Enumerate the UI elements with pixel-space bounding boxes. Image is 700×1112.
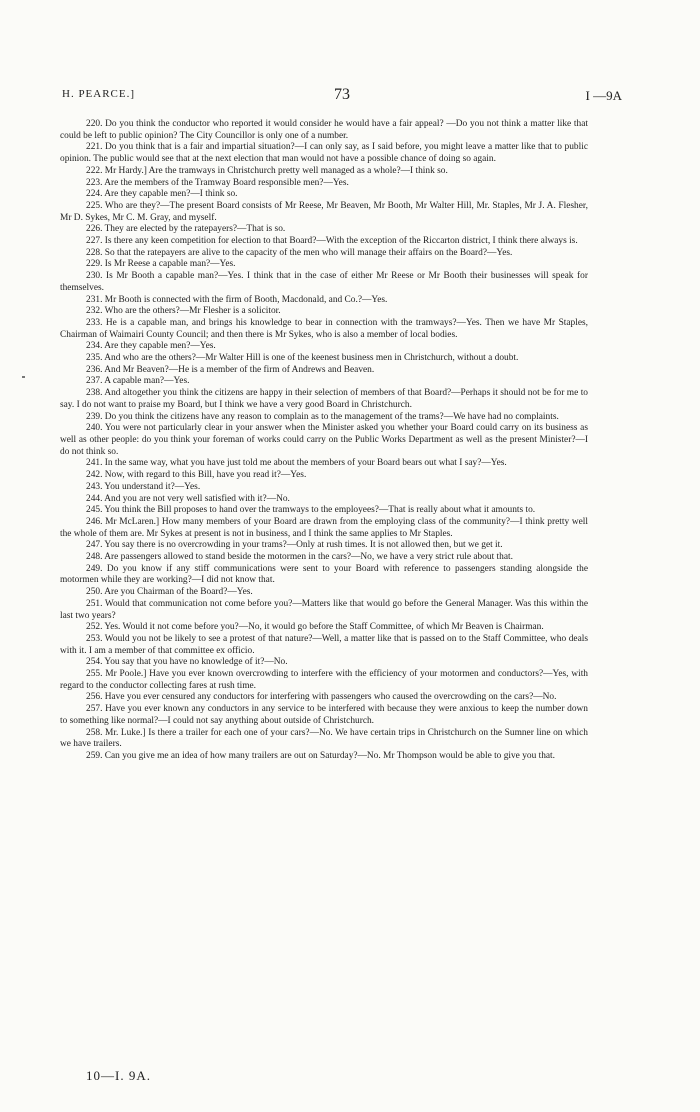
testimony-paragraph: 220. Do you think the conductor who reported it would consider he would have a fair appeal? —Do you not think a matter like that could be left to public opinion? The City Councillor is only one of a number.	[60, 119, 588, 141]
testimony-paragraph: 255. Mr Poole.] Have you ever known overcrowding to interfere with the efficiency of your motormen and conductors?—Yes, with regard to the conductor collecting fares at rush time.	[60, 669, 588, 691]
testimony-paragraph: 231. Mr Booth is connected with the firm of Booth, Macdonald, and Co.?—Yes.	[86, 294, 388, 305]
testimony-paragraph: 252. Yes. Would it not come before you?—No, it would go before the Staff Committee, of which Mr Beaven is Chairman.	[86, 622, 544, 633]
testimony-paragraph: 223. Are the members of the Tramway Board responsible men?—Yes.	[86, 177, 349, 188]
testimony-paragraph: 236. And Mr Beaven?—He is a member of the firm of Andrews and Beaven.	[86, 364, 375, 375]
testimony-paragraph: 226. They are elected by the ratepayers?—That is so.	[86, 224, 286, 235]
testimony-paragraph: 256. Have you ever censured any conductors for interfering with passengers who caused the overcrowding on the cars?—No.	[86, 692, 557, 703]
header-witness-name: H. PEARCE.]	[62, 88, 136, 100]
testimony-paragraph: 238. And altogether you think the citizens are happy in their selection of members of that Board?—Perhaps it should not be for me to say. I do not want to praise my Board, but I think we have a very good Board in Christchurch.	[60, 388, 588, 410]
testimony-paragraph: 254. You say that you have no knowledge of it?—No.	[86, 657, 288, 668]
testimony-paragraph: 244. And you are not very well satisfied with it?—No.	[86, 493, 290, 504]
testimony-paragraph: 259. Can you give me an idea of how many trailers are out on Saturday?—No. Mr Thompson would be able to give you that.	[86, 750, 555, 761]
margin-mark	[22, 376, 25, 378]
testimony-paragraph: 249. Do you know if any stiff communications were sent to your Board with reference to passengers standing alongside the motormen while they are working?—I did not know that.	[60, 563, 588, 586]
testimony-paragraph: 222. Mr Hardy.] Are the tramways in Christchurch pretty well managed as a whole?—I think so.	[86, 165, 448, 176]
testimony-paragraph: 237. A capable man?—Yes.	[86, 376, 190, 387]
testimony-paragraph: 241. In the same way, what you have just told me about the members of your Board bears out what I say?—Yes.	[86, 458, 507, 469]
page-number: 73	[334, 86, 350, 103]
testimony-paragraph: 250. Are you Chairman of the Board?—Yes.	[86, 587, 253, 598]
testimony-paragraph: 251. Would that communication not come before you?—Matters like that would go before the General Manager. Was this within the last two years?	[60, 598, 588, 621]
testimony-paragraph: 243. You understand it?—Yes.	[86, 481, 201, 492]
testimony-paragraph: 224. Are they capable men?—I think so.	[86, 189, 238, 200]
testimony-paragraph: 245. You think the Bill proposes to hand over the tramways to the employees?—That is really about what it amounts to.	[86, 505, 536, 516]
page-header	[62, 88, 622, 108]
header-paper-reference: I —9A	[585, 88, 622, 103]
testimony-paragraph: 233. He is a capable man, and brings his knowledge to bear in connection with the tramways?—Yes. Then we have Mr Staples, Chairman of Waimairi County Council; and then there is Mr Sykes, who is also a member of local bodies.	[60, 317, 588, 340]
testimony-paragraph: 235. And who are the others?—Mr Walter Hill is one of the keenest business men in Christchurch, without a doubt.	[86, 353, 519, 364]
footer-signature: 10—I. 9A.	[86, 1068, 151, 1083]
testimony-paragraph: 225. Who are they?—The present Board consists of Mr Reese, Mr Beaven, Mr Booth, Mr Walter Hill, Mr. Staples, Mr J. A. Flesher, Mr D. Sykes, Mr C. M. Gray, and myself.	[60, 200, 588, 223]
testimony-paragraph: 253. Would you not be likely to see a protest of that nature?—Well, a matter like that is passed on to the Staff Committee, who deals with it. I am a member of that committee ex officio.	[60, 633, 588, 656]
testimony-paragraph: 247. You say there is no overcrowding in your trams?—Only at rush times. It is not allowed then, but we get it.	[86, 540, 503, 551]
testimony-paragraph: 246. Mr McLaren.] How many members of your Board are drawn from the employing class of the community?—I think pretty well the whole of them are. Mr Sykes at present is not in business, and I think the same applies to Mr Staples.	[60, 516, 588, 539]
testimony-body	[60, 119, 588, 763]
testimony-paragraph: 240. You were not particularly clear in your answer when the Minister asked you whether your Board could carry on its business as well as other people: do you think your foreman of works could carry on the Public Works Department as well as the present Minister?—I do not think so.	[60, 423, 588, 457]
testimony-paragraph: 221. Do you think that is a fair and impartial situation?—I can only say, as I said before, you might leave a matter like that to public opinion. The public would see that at the next election that man would not have a possible chance of doing so again.	[60, 142, 588, 165]
testimony-paragraph: 239. Do you think the citizens have any reason to complain as to the management of the trams?—We have had no complaints.	[86, 411, 559, 422]
testimony-paragraph: 258. Mr. Luke.] Is there a trailer for each one of your cars?—No. We have certain trips in Christchurch on the Sumner line on which we have trailers.	[60, 727, 588, 750]
testimony-paragraph: 227. Is there any keen competition for election to that Board?—With the exception of the Riccarton district, I think there always is.	[86, 236, 578, 247]
testimony-paragraph: 229. Is Mr Reese a capable man?—Yes.	[86, 259, 236, 270]
testimony-paragraph: 230. Is Mr Booth a capable man?—Yes. I think that in the case of either Mr Reese or Mr Booth their businesses will speak for themselves.	[60, 271, 588, 293]
testimony-paragraph: 228. So that the ratepayers are alive to the capacity of the men who will manage their affairs on the Board?—Yes.	[86, 247, 513, 258]
testimony-paragraph: 234. Are they capable men?—Yes.	[86, 341, 216, 352]
testimony-paragraph: 257. Have you ever known any conductors in any service to be interfered with because they were anxious to keep the number down to something like normal?—I could not say anything about outside of Christchurch.	[60, 704, 588, 726]
testimony-paragraph: 232. Who are the others?—Mr Flesher is a solicitor.	[86, 306, 281, 317]
testimony-paragraph: 242. Now, with regard to this Bill, have you read it?—Yes.	[86, 470, 307, 481]
testimony-paragraph: 248. Are passengers allowed to stand beside the motormen in the cars?—No, we have a very strict rule about that.	[86, 552, 513, 563]
